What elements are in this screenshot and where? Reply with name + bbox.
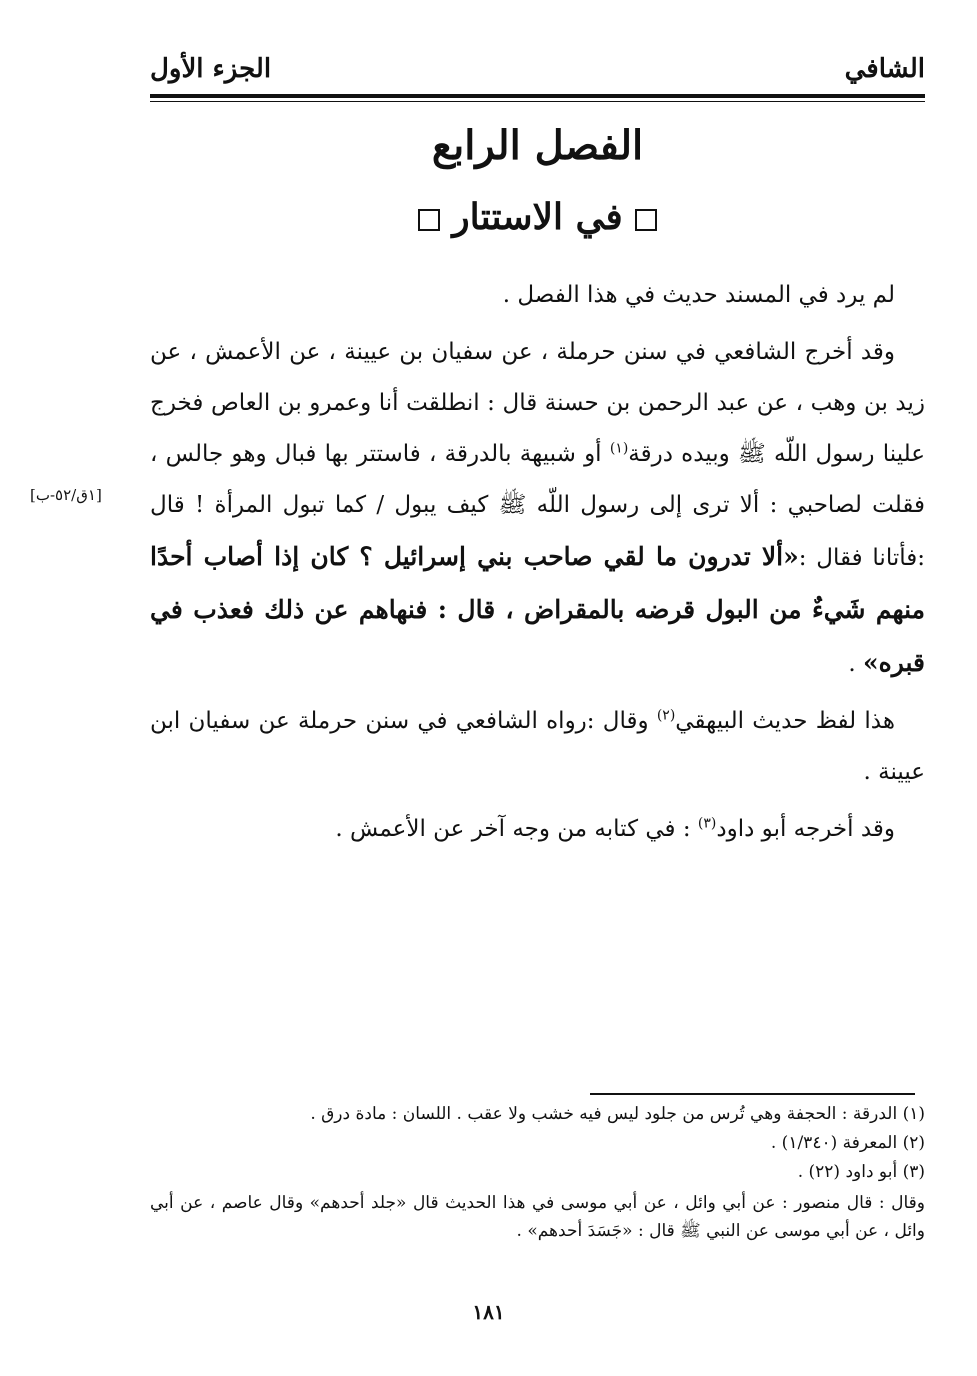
paragraph [150, 696, 925, 798]
square-ornament-icon [418, 209, 440, 231]
chapter-title: الفصل الرابع [431, 122, 644, 169]
paragraph-text: هذا لفظ حديث البيهقي [675, 708, 895, 734]
paragraph [150, 804, 925, 855]
footnotes [150, 1100, 925, 1245]
paragraph [150, 327, 925, 690]
header-rule-thin [150, 101, 925, 102]
book-title: الشافي [844, 54, 925, 84]
volume-label: الجزء الأول [150, 54, 272, 84]
paragraph-text: : في كتابه من وجه آخر عن الأعمش . [335, 816, 698, 842]
body-text [150, 270, 925, 861]
footnote-3-continuation: وقال : قال منصور : عن أبي وائل ، عن أبي موسى في هذا الحديث قال «جلد أحدهم» وقال عاصم ، عن أبي وائل ، عن أبي موسى عن النبي ﷺ قال : «جَسَدَ أحدهم» . [150, 1193, 925, 1241]
footnote-marker: (٢) [656, 707, 676, 724]
square-ornament-icon [635, 209, 657, 231]
footnote-marker: (١) [609, 440, 629, 457]
hadith-quote: «ألا تدرون ما لقي صاحب بني إسرائيل ؟ كان إذا أصاب أحدًا منهم شَيءٌ من البول قرضه بالمقراض ، قال : فنهاهم عن ذلك فعذب في قبره» [150, 542, 926, 677]
paragraph-text: . [848, 651, 863, 677]
footnote-2: (٢) المعرفة (١/٣٤٠) . [770, 1133, 925, 1153]
manuscript-folio-ref: [١ق/٥٢-ب] [30, 486, 102, 504]
paragraph-text: وقد أخرج الشافعي في سنن حرملة ، عن سفيان بن عيينة ، عن الأعمش ، عن زيد بن وهب ، عن عبد الرحمن بن حسنة قال : انطلقت أنا وعمرو بن العاص فخرج علينا رسول اللّه ﷺ وبيده درقة [150, 339, 925, 467]
paragraph-text: وقال :رواه الشافعي في سنن حرملة عن سفيان ابن عيينة . [150, 708, 925, 785]
paragraph-text: أو شبيهة بالدرقة ، فاستتر بها فبال وهو جالس ، فقلت لصاحبي : ألا ترى إلى رسول اللّه ﷺ كيف يبول / كما تبول المرأة ! قال :فأتانا فقال : [150, 441, 925, 571]
header-rule [150, 94, 925, 98]
chapter-subtitle [150, 196, 925, 238]
paragraph-text: لم يرد في المسند حديث في هذا الفصل . [502, 282, 895, 308]
page-number: ١٨١ [472, 1300, 505, 1324]
footnote-marker: (٣) [697, 815, 717, 832]
paragraph [150, 270, 925, 321]
footnote-3: (٣) أبو داود (٢٢) . [797, 1162, 925, 1182]
footnote-1: (١) الدرقة : الحجفة وهي تُرس من جلود ليس فيه خشب ولا عقب . اللسان : مادة درق . [310, 1104, 925, 1124]
chapter-subtitle-text: في الاستتار [452, 196, 623, 238]
paragraph-text: وقد أخرجه أبو داود [716, 816, 895, 842]
running-header [150, 52, 925, 92]
footnote-separator [590, 1093, 915, 1095]
